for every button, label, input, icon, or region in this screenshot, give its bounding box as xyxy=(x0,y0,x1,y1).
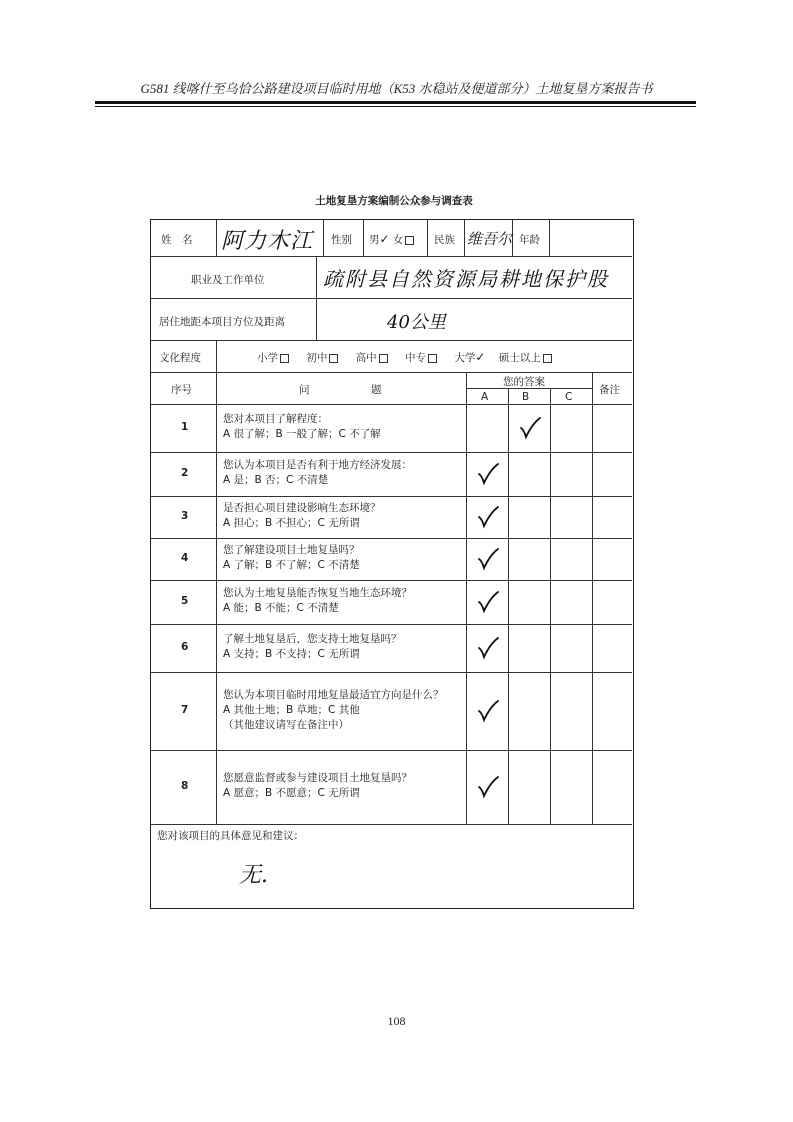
gender-options xyxy=(369,232,414,247)
gender-female-checkbox xyxy=(405,236,414,245)
question-number: 1 xyxy=(181,421,189,433)
col-header-note: 备注 xyxy=(599,384,620,396)
question-number: 4 xyxy=(181,552,189,564)
question-text xyxy=(223,632,461,662)
answer-check-icon xyxy=(476,636,500,660)
row-divider xyxy=(151,824,632,825)
residence-label: 居住地距本项目方位及距离 xyxy=(159,316,285,328)
question-line-2: A 能；B 不能；C 不清楚 xyxy=(223,602,339,614)
col-divider xyxy=(427,220,428,256)
question-line-1: 您认为本项目是否有利于地方经济发展： xyxy=(223,459,412,471)
scanned-survey-form xyxy=(140,185,648,915)
col-divider xyxy=(216,220,217,256)
education-selected-check-icon: ✓ xyxy=(475,350,486,364)
opinion-label: 您对该项目的具体意见和建议： xyxy=(157,830,304,842)
question-number: 7 xyxy=(181,704,189,716)
occupation-label: 职业及工作单位 xyxy=(191,274,265,286)
question-line-2: A 愿意；B 不愿意；C 无所谓 xyxy=(223,787,360,799)
opinion-value: 无. xyxy=(239,863,268,888)
question-number: 3 xyxy=(181,510,189,522)
question-text xyxy=(223,771,461,801)
education-checkbox xyxy=(428,354,437,363)
row-divider xyxy=(151,372,632,373)
col-divider xyxy=(512,220,513,256)
education-checkbox xyxy=(329,354,338,363)
ethnicity-label: 民族 xyxy=(434,234,455,246)
question-line-1: 了解土地复垦后，您支持土地复垦吗？ xyxy=(223,633,402,645)
col-divider xyxy=(216,340,217,372)
col-divider xyxy=(316,256,317,340)
question-text xyxy=(223,501,461,531)
col-divider xyxy=(323,220,324,256)
row-divider xyxy=(151,624,632,625)
question-line-2: A 是；B 否；C 不清楚 xyxy=(223,474,329,486)
education-options xyxy=(257,350,552,365)
question-text xyxy=(223,458,461,488)
gender-male-label: 男 xyxy=(369,234,380,246)
col-header-question-b: 题 xyxy=(371,384,382,396)
question-line-3: （其他建议请写在备注中） xyxy=(223,718,349,731)
row-divider xyxy=(151,404,632,405)
question-line-1: 您认为本项目临时用地复垦最适宜方向是什么？ xyxy=(223,688,444,701)
col-divider xyxy=(592,372,593,824)
question-text xyxy=(223,543,461,573)
question-text xyxy=(223,688,461,733)
education-option: 初中 xyxy=(306,352,328,364)
gender-female-label: 女 xyxy=(392,234,404,246)
question-text xyxy=(223,586,461,616)
row-divider xyxy=(151,672,632,673)
row-divider xyxy=(151,496,632,497)
education-option: 高中 xyxy=(355,352,377,364)
col-divider xyxy=(216,372,217,824)
age-label: 年龄 xyxy=(519,234,540,246)
education-option: 大学 xyxy=(454,352,476,364)
col-divider xyxy=(550,388,551,824)
answer-check-icon xyxy=(476,505,500,529)
education-checkbox xyxy=(543,354,552,363)
education-option: 中专 xyxy=(405,352,427,364)
col-divider xyxy=(508,388,509,824)
col-header-answer: 您的答案 xyxy=(503,376,545,388)
row-divider xyxy=(151,340,632,341)
question-number: 8 xyxy=(181,780,189,792)
question-line-2: A 担心；B 不担心；C 无所谓 xyxy=(223,517,360,529)
residence-value: 40公里 xyxy=(387,312,446,333)
col-header-a: A xyxy=(481,391,489,403)
col-header-question-a: 问 xyxy=(299,384,310,396)
question-text xyxy=(223,412,461,442)
occupation-value: 疏附县自然资源局耕地保护股 xyxy=(323,267,609,291)
question-line-1: 您认为土地复垦能否恢复当地生态环境？ xyxy=(223,587,412,599)
question-line-1: 您对本项目了解程度： xyxy=(223,413,328,425)
page-number: 108 xyxy=(387,1014,406,1028)
education-label: 文化程度 xyxy=(159,352,201,364)
header-rule-thin xyxy=(95,106,696,107)
answer-check-icon xyxy=(476,547,500,571)
education-option: 小学 xyxy=(257,352,278,364)
gender-label: 性别 xyxy=(331,234,352,246)
form-title: 土地复垦方案编制公众参与调查表 xyxy=(315,195,473,207)
row-divider xyxy=(151,298,632,299)
question-line-2: A 了解；B 不了解；C 不清楚 xyxy=(223,559,360,571)
answer-check-icon xyxy=(476,590,500,614)
question-number: 2 xyxy=(181,467,189,479)
answer-check-icon xyxy=(476,699,500,723)
col-divider xyxy=(363,220,364,256)
col-divider xyxy=(464,220,465,256)
col-divider xyxy=(466,372,467,824)
education-option: 硕士以上 xyxy=(498,352,541,364)
row-divider xyxy=(151,256,632,257)
row-divider xyxy=(151,452,632,453)
answer-check-icon xyxy=(476,775,500,799)
name-label: 姓 名 xyxy=(161,234,193,246)
question-line-1: 是否担心项目建设影响生态环境？ xyxy=(223,502,381,514)
form-table xyxy=(150,219,634,909)
question-number: 5 xyxy=(181,595,189,607)
ethnicity-value: 维吾尔 xyxy=(467,230,513,248)
name-value: 阿力木江 xyxy=(221,229,314,254)
question-line-2: A 很了解；B 一般了解；C 不了解 xyxy=(223,428,381,440)
question-line-2: A 支持；B 不支持；C 无所谓 xyxy=(223,648,360,660)
document-header: G581 线喀什至乌恰公路建设项目临时用地（K53 水稳站及便道部分）土地复垦方案报告书 xyxy=(140,81,653,96)
row-divider xyxy=(151,750,632,751)
row-divider xyxy=(151,580,632,581)
col-header-no: 序号 xyxy=(171,384,192,396)
question-number: 6 xyxy=(181,641,189,653)
education-checkbox xyxy=(379,354,388,363)
education-checkbox xyxy=(280,354,289,363)
question-line-1: 您愿意监督或参与建设项目土地复垦吗？ xyxy=(223,772,412,784)
question-line-2: A 其他土地；B 草地；C 其他 xyxy=(223,703,360,716)
answer-check-icon xyxy=(476,462,500,486)
row-divider xyxy=(151,538,632,539)
answer-check-icon xyxy=(518,416,542,440)
col-divider xyxy=(549,220,550,256)
gender-male-check-icon: ✓ xyxy=(379,232,390,246)
col-header-c: C xyxy=(565,391,573,403)
header-rule-thick xyxy=(95,101,696,104)
question-line-1: 您了解建设项目土地复垦吗？ xyxy=(223,544,360,556)
col-header-b: B xyxy=(522,391,530,403)
